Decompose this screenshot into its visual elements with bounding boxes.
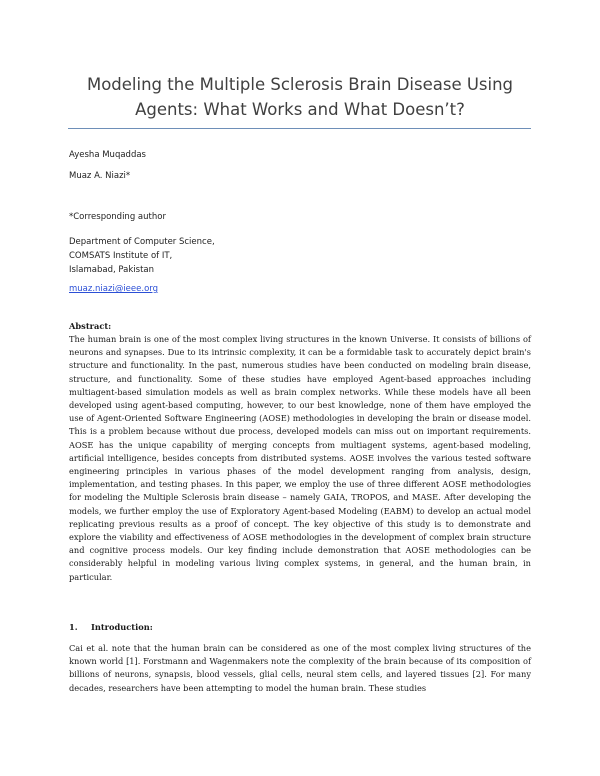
author-2: Muaz A. Niazi*	[69, 171, 131, 181]
affiliation-line: COMSATS Institute of IT,	[69, 251, 173, 261]
title-divider	[68, 128, 531, 129]
section-title: Introduction:	[91, 622, 153, 632]
affiliation	[69, 235, 215, 277]
section-number: 1.	[69, 622, 78, 632]
section-heading-introduction	[69, 621, 531, 634]
author-email-link[interactable]: muaz.niazi@ieee.org	[69, 284, 159, 294]
corresponding-author-note: *Corresponding author	[69, 212, 166, 222]
abstract-heading: Abstract:	[69, 321, 112, 331]
author-1: Ayesha Muqaddas	[69, 150, 146, 160]
paper-title: Modeling the Multiple Sclerosis Brain Disease Using Agents: What Works and What Doesn’t?	[86, 75, 514, 119]
affiliation-line: Islamabad, Pakistan	[69, 265, 154, 275]
introduction-text: Cai et al. note that the human brain can be considered as one of the most complex living structures of the known world [1]. Forstmann and Wagenmakers note the complexity of the brain because of its composition of billions of neurons, synapsis, blood vessels, glial cells, neural stem cells, and layered tissues [2]. For many decades, researchers have been attempting to model the human brain. These studies	[69, 643, 531, 693]
affiliation-line: Department of Computer Science,	[69, 237, 215, 247]
abstract-text: The human brain is one of the most complex living structures in the known Universe. It consists of billions of neurons and synapses. Due to its intrinsic complexity, it can be a formidable task to accurately depict brain's structure and functionality. In the past, numerous studies have been conducted on modeling brain disease, structure, and functionality. Some of these studies have employed Agent-based approaches including multiagent-based simulation models as well as brain complex networks. While these models have all been developed using agent-based computing, however, to our best knowledge, none of them have employed the use of Agent-Oriented Software Engineering (AOSE) methodologies in developing the brain or disease model. This is a problem because without due process, developed models can miss out on important requirements. AOSE has the unique capability of merging concepts from multiagent systems, agent-based modeling, artificial intelligence, besides concepts from distributed systems. AOSE involves the various tested software engineering principles in various phases of the model development ranging from analysis, design, implementation, and testing phases. In this paper, we employ the use of three different AOSE methodologies for modeling the Multiple Sclerosis brain disease – namely GAIA, TROPOS, and MASE. After developing the models, we further employ the use of Exploratory Agent-based Modeling (EABM) to develop an actual model replicating previous results as a proof of concept. The key objective of this study is to demonstrate and explore the viability and effectiveness of AOSE methodologies in the development of complex brain structure and cognitive process models. Our key finding include demonstration that AOSE methodologies can be considerably helpful in modeling various living complex systems, in general, and the human brain, in particular.	[69, 334, 531, 582]
